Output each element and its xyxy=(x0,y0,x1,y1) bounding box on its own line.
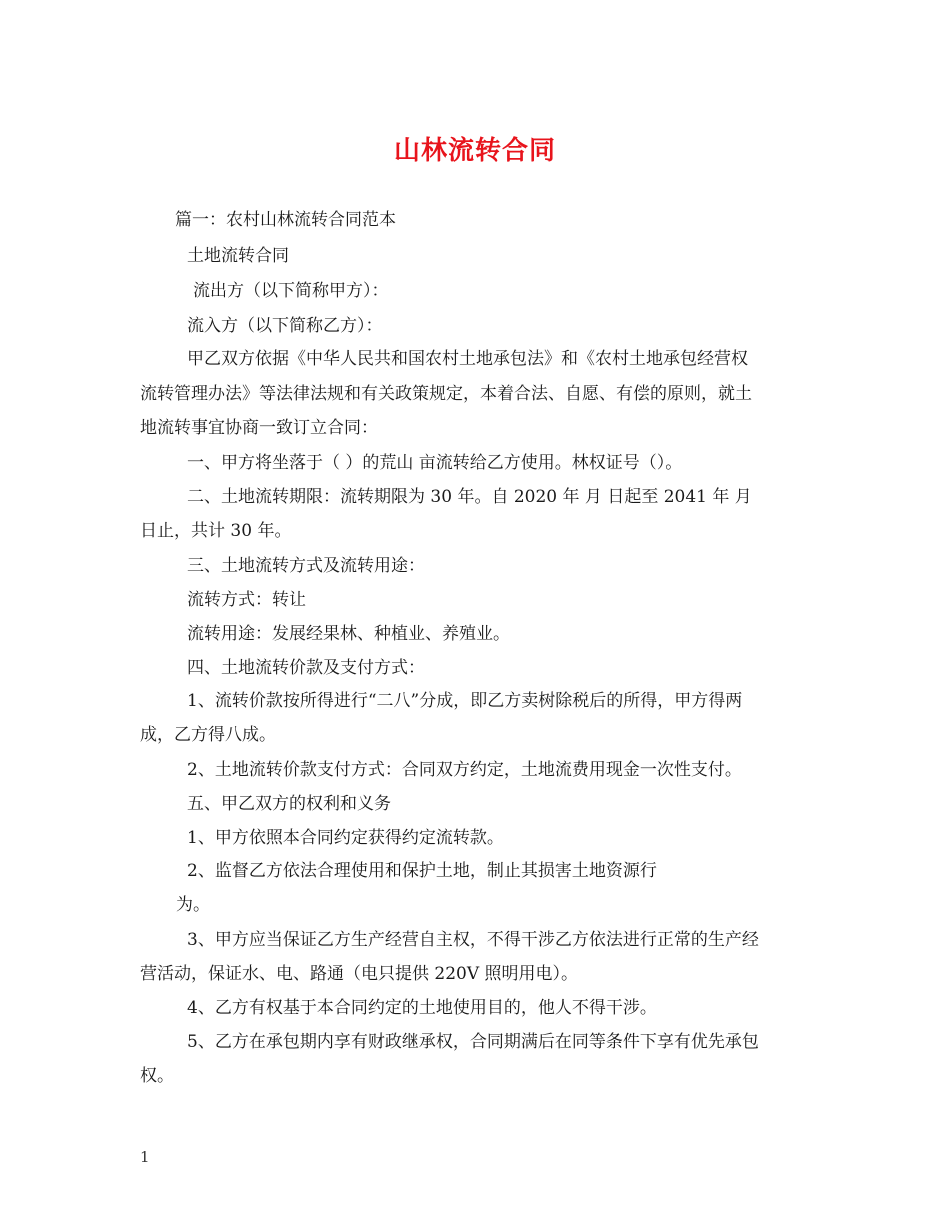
clause-2-continued: 日止，共计 30 年。 xyxy=(140,521,292,541)
paragraph-line: 甲乙双方依据《中华人民共和国农村土地承包法》和《农村土地承包经营权 xyxy=(187,349,748,369)
document-title: 山林流转合同 xyxy=(393,136,556,166)
clause-4-line: 四、土地流转价款及支付方式： xyxy=(187,658,425,678)
rights-item-2-line: 2、监督乙方依法合理使用和保护土地，制止其损害土地资源行 xyxy=(187,861,657,881)
rights-item-5-continued: 权。 xyxy=(140,1066,174,1086)
contract-subtitle: 土地流转合同 xyxy=(187,246,289,266)
transfer-method-line: 流转方式：转让 xyxy=(187,590,306,610)
clause-3-line: 三、土地流转方式及流转用途： xyxy=(187,556,425,576)
paragraph-line: 流转管理办法》等法律法规和有关政策规定，本着合法、自愿、有偿的原则，就土 xyxy=(140,384,752,404)
rights-item-3-continued: 营活动，保证水、电、路通（电只提供 220V 照明用电）。 xyxy=(140,964,579,984)
clause-1-line: 一、甲方将坐落于（ ）的荒山 亩流转给乙方使用。林权证号（）。 xyxy=(187,453,683,473)
payment-item-1-line: 1、流转价款按所得进行“二八”分成，即乙方卖树除税后的所得，甲方得两 xyxy=(187,691,743,711)
paragraph-line: 地流转事宜协商一致订立合同： xyxy=(140,418,378,438)
page-number: 1 xyxy=(140,1148,150,1166)
rights-item-4-line: 4、乙方有权基于本合同约定的土地使用目的，他人不得干涉。 xyxy=(187,998,657,1018)
party-b-line: 流入方（以下简称乙方）： xyxy=(187,316,383,336)
section-heading: 篇一：农村山林流转合同范本 xyxy=(175,210,396,230)
party-a-line: 流出方（以下简称甲方）： xyxy=(193,281,389,301)
rights-item-1-line: 1、甲方依照本合同约定获得约定流转款。 xyxy=(187,828,504,848)
clause-2-line: 二、土地流转期限：流转期限为 30 年。自 2020 年 月 日起至 2041 年 月 xyxy=(187,487,752,507)
clause-5-line: 五、甲乙双方的权利和义务 xyxy=(187,794,391,814)
rights-item-5-line: 5、乙方在承包期内享有财政继承权，合同期满后在同等条件下享有优先承包 xyxy=(187,1032,759,1052)
payment-item-2-line: 2、土地流转价款支付方式：合同双方约定，土地流费用现金一次性支付。 xyxy=(187,760,742,780)
transfer-usage-line: 流转用途：发展经果林、种植业、养殖业。 xyxy=(187,624,510,644)
rights-item-2-continued: 为。 xyxy=(176,895,210,915)
rights-item-3-line: 3、甲方应当保证乙方生产经营自主权，不得干涉乙方依法进行正常的生产经 xyxy=(187,930,759,950)
payment-item-1-continued: 成，乙方得八成。 xyxy=(140,725,276,745)
